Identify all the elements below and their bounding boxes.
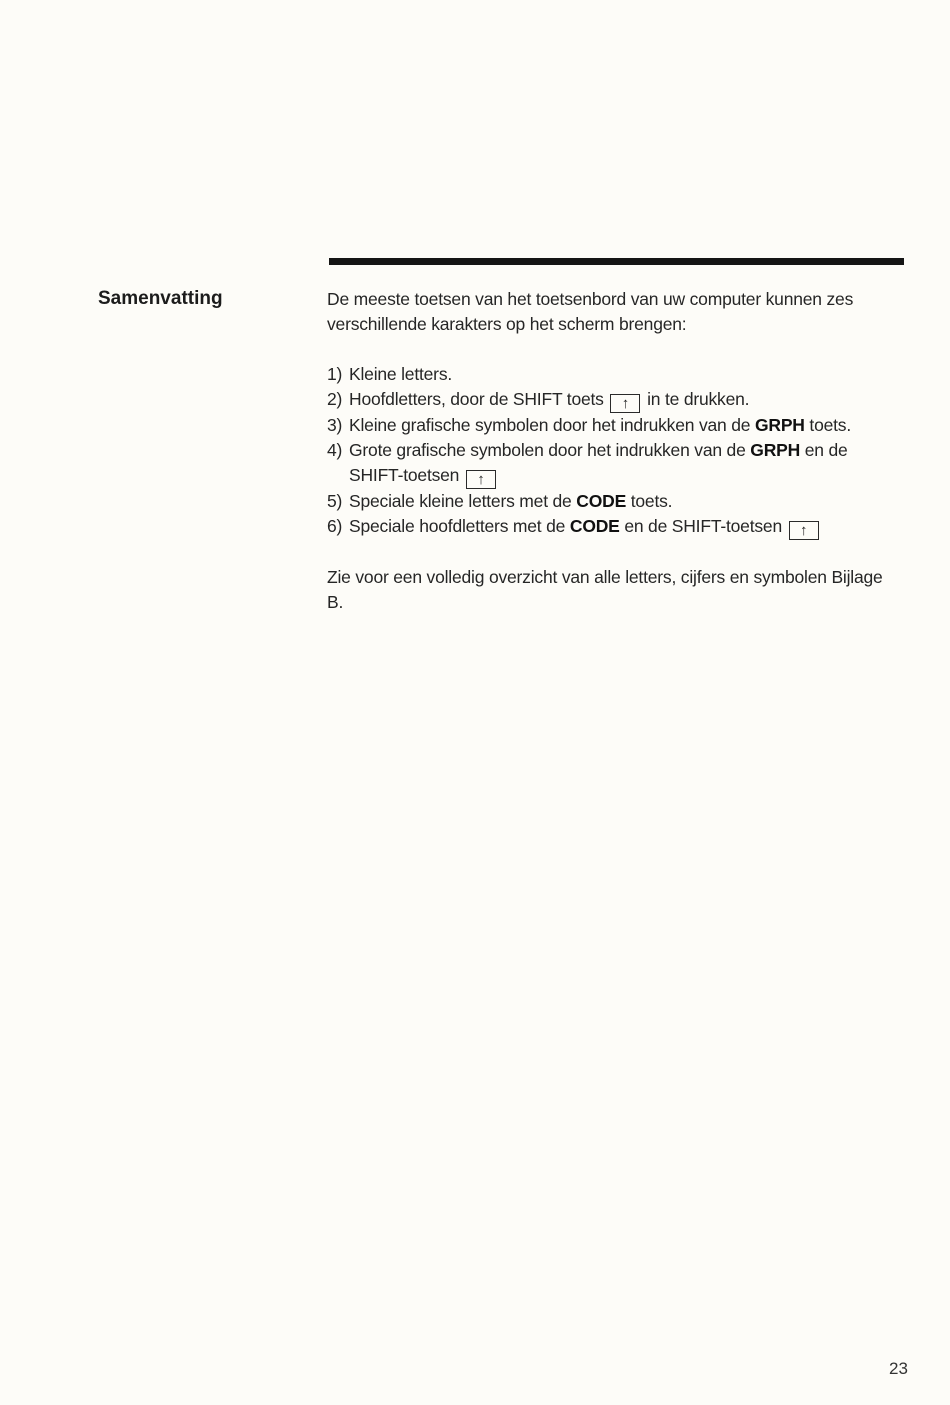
list-item (327, 413, 902, 438)
list-item (327, 362, 902, 387)
code-key-label: CODE (576, 491, 627, 511)
item-text: Speciale kleine letters met de (349, 491, 572, 511)
list-item (327, 489, 902, 514)
item-text: en de SHIFT-toetsen (624, 516, 782, 536)
section-rule (329, 258, 904, 265)
list-item (327, 387, 902, 413)
item-text: Hoofdletters, door de SHIFT toets (349, 389, 604, 409)
shift-key-icon: ↑ (789, 521, 819, 540)
shift-key-icon: ↑ (466, 470, 496, 489)
shift-key-icon: ↑ (610, 394, 640, 413)
intro-paragraph: De meeste toetsen van het toetsenbord van uw computer kunnen zes verschillende karakters op het scherm brengen: (327, 289, 854, 334)
summary-content (327, 287, 902, 615)
item-text: Speciale hoofdletters met de (349, 516, 566, 536)
grph-key-label: GRPH (754, 415, 805, 435)
list-item (327, 438, 902, 489)
item-number: 1) (327, 364, 343, 384)
item-text: toets. (809, 415, 852, 435)
page-number: 23 (889, 1359, 908, 1378)
item-number: 2) (327, 389, 343, 409)
item-text: Grote grafische symbolen door het indrukken van de (349, 440, 746, 460)
section-heading: Samenvatting (98, 288, 223, 309)
item-text: Kleine letters. (349, 364, 453, 384)
item-text: en de SHIFT-toetsen (349, 440, 848, 485)
grph-key-label: GRPH (750, 440, 801, 460)
outro-paragraph: Zie voor een volledig overzicht van alle letters, cijfers en symbolen Bijlage B. (327, 567, 883, 612)
item-number: 3) (327, 415, 343, 435)
item-text: Kleine grafische symbolen door het indrukken van de (349, 415, 751, 435)
item-text: in te drukken. (647, 389, 750, 409)
item-number: 4) (327, 440, 343, 460)
item-text: toets. (630, 491, 673, 511)
character-types-list (327, 362, 902, 540)
code-key-label: CODE (569, 516, 620, 536)
item-number: 6) (327, 516, 343, 536)
list-item (327, 514, 902, 540)
item-number: 5) (327, 491, 343, 511)
